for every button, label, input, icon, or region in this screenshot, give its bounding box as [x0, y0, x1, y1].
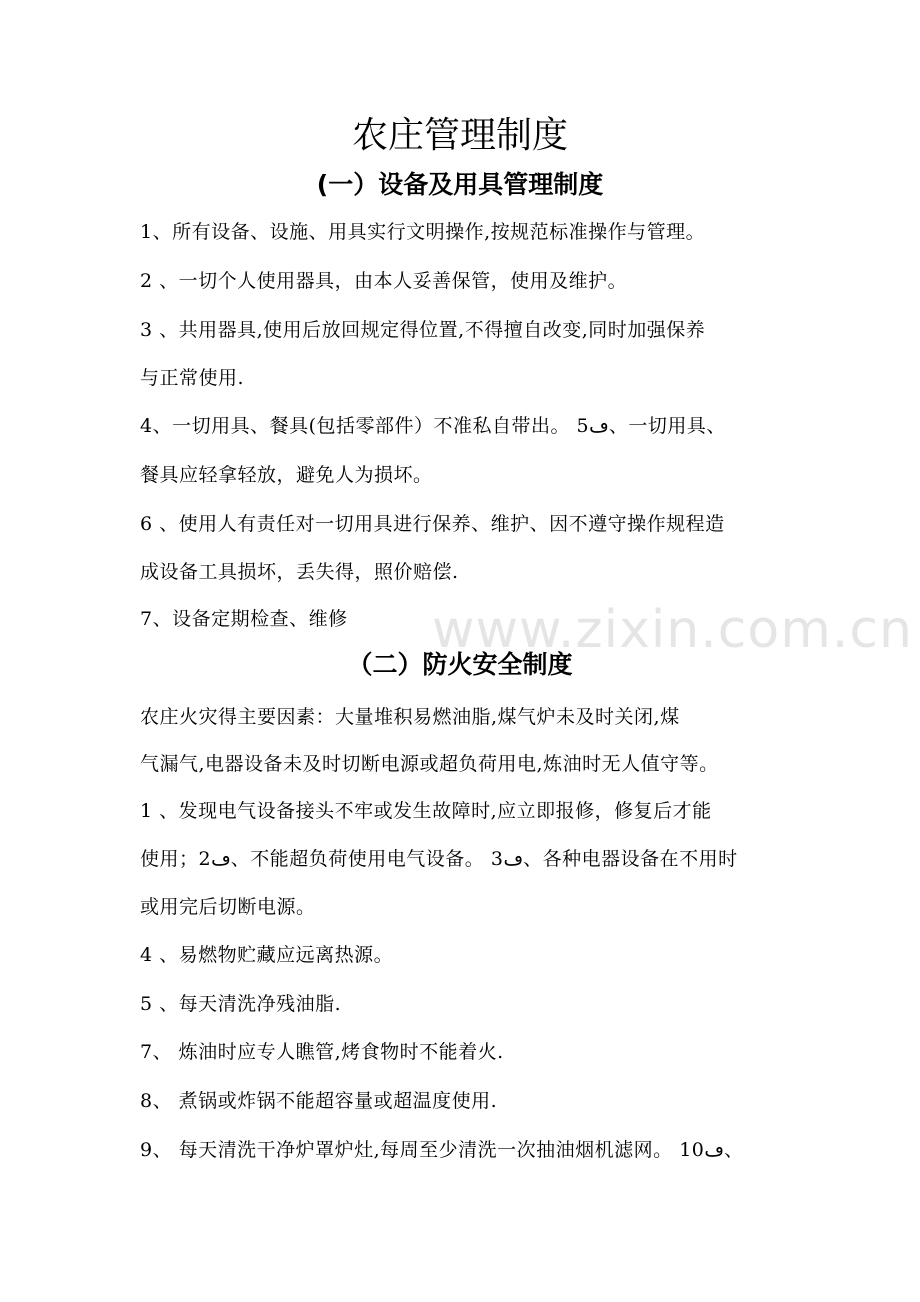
paragraph-line: 餐具应轻拿轻放，避免人为损坏。	[140, 464, 433, 486]
section-heading-fire-safety: （二）防火安全制度	[347, 650, 573, 679]
watermark: www.zixin.com.cn	[432, 600, 913, 660]
paragraph-line: 2 、一切个人使用器具，由本人妥善保管，使用及维护。	[140, 270, 628, 292]
paragraph-line: 3 、共用器具,使用后放回规定得位置,不得擅自改变,同时加强保养	[140, 319, 706, 341]
paragraph-line: 8、 煮锅或炸锅不能超容量或超温度使用.	[140, 1090, 498, 1112]
paragraph-line: 5 、每天清洗净残油脂.	[140, 993, 342, 1015]
paragraph-line: 成设备工具损坏，丢失得，照价赔偿.	[140, 561, 459, 583]
paragraph-line: 农庄火灾得主要因素：大量堆积易燃油脂,煤气炉未及时关闭,煤	[140, 706, 680, 728]
paragraph-line: 9、 每天清洗干净炉罩炉灶,每周至少清洗一次抽油烟机滤网。 10ڡ、	[140, 1139, 744, 1161]
section-heading-equipment: (一）设备及用具管理制度	[316, 170, 604, 199]
paragraph-line: 与正常使用.	[140, 367, 245, 389]
paragraph-line: 气漏气,电器设备未及时切断电源或超负荷用电,炼油时无人值守等。	[140, 753, 719, 775]
paragraph-line: 4、一切用具、餐具(包括零部件）不准私自带出。 5ڡ、一切用具、	[140, 415, 726, 437]
paragraph-line: 7、设备定期检查、维修	[140, 608, 348, 630]
page-title: 农庄管理制度	[351, 115, 568, 156]
paragraph-line: 4 、易燃物贮藏应远离热源。	[140, 944, 394, 966]
paragraph-line: 使用；2ڡ、不能超负荷使用电气设备。 3ڡ、各种电器设备在不用时	[140, 848, 738, 870]
paragraph-line: 6 、使用人有责任对一切用具进行保养、维护、因不遵守操作规程造	[140, 513, 725, 535]
paragraph-line: 7、 炼油时应专人瞧管,烤食物时不能着火.	[140, 1041, 504, 1063]
paragraph-line: 1 、发现电气设备接头不牢或发生故障时,应立即报修，修复后才能	[140, 800, 712, 822]
paragraph-line: 1、所有设备、设施、用具实行文明操作,按规范标准操作与管理。	[140, 221, 706, 243]
paragraph-line: 或用完后切断电源。	[140, 896, 316, 918]
